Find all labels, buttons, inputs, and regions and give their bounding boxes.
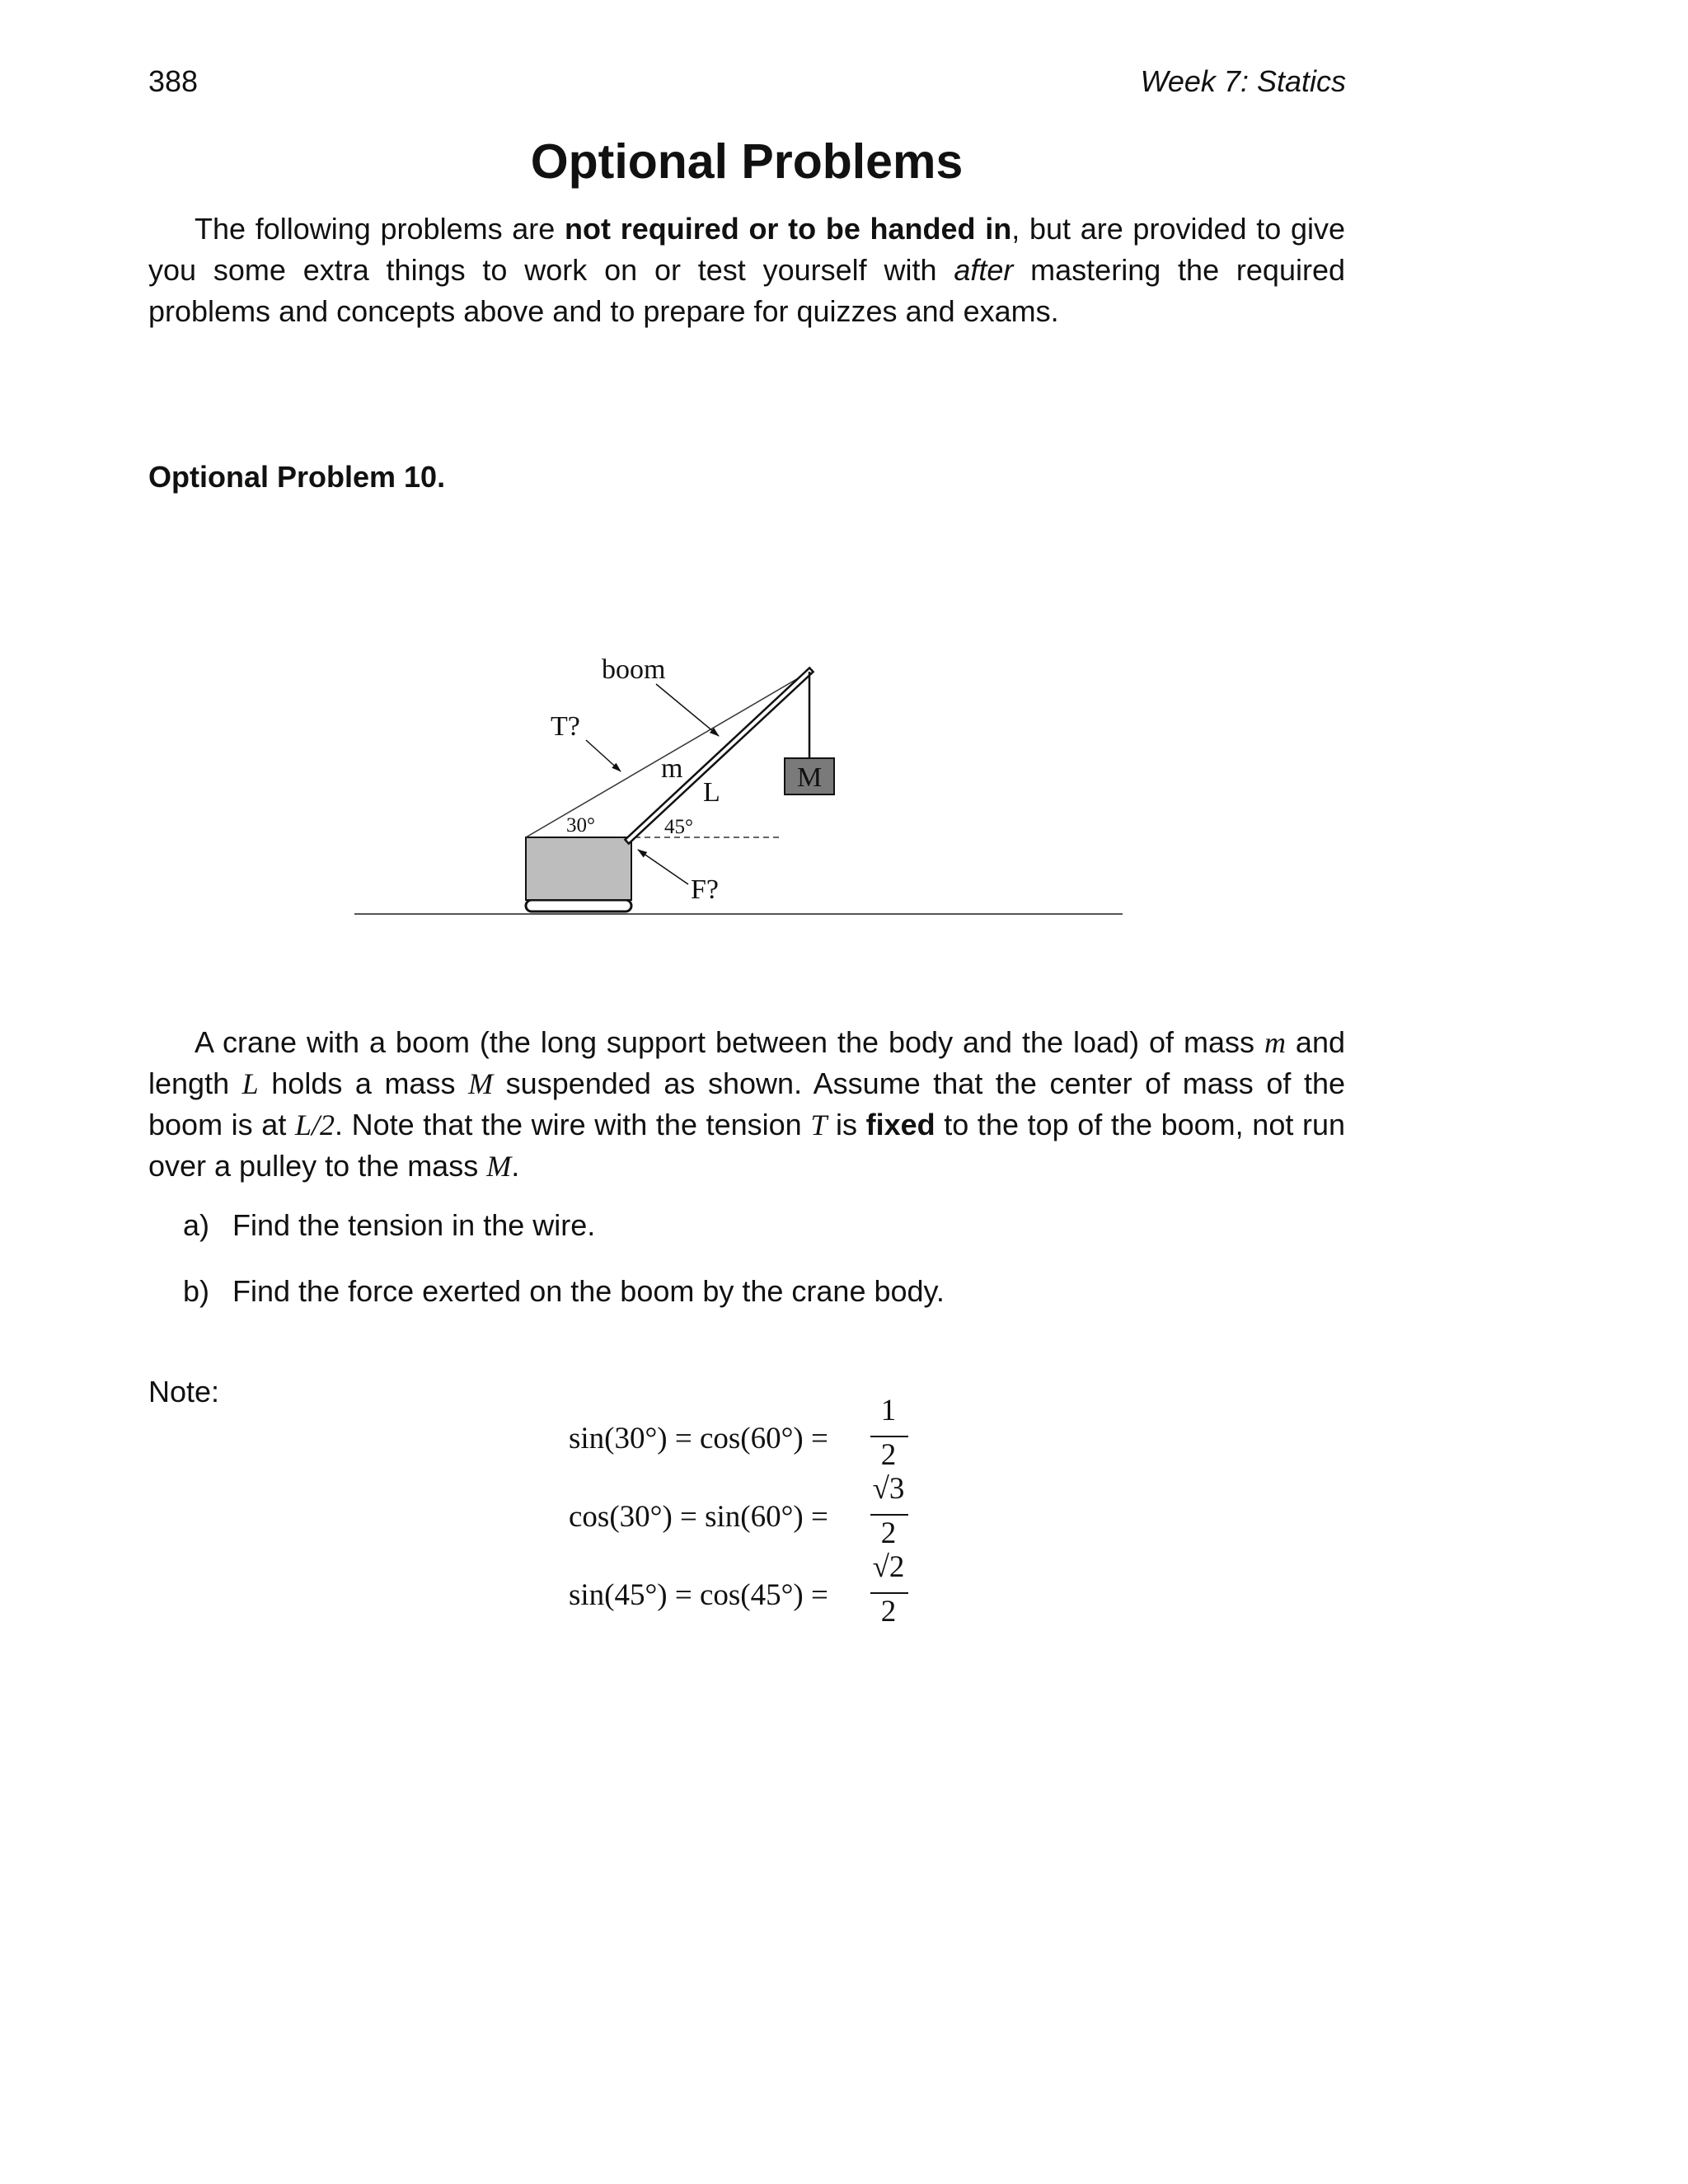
part-a [183,1205,595,1246]
statement-text-7: to the top of the boom, not run over a pulley to the mass [148,1108,1345,1183]
label-boom: boom [602,654,666,685]
intro-paragraph [148,209,1345,332]
fraction-numerator: √3 [872,1472,905,1506]
page-number: 388 [148,64,199,98]
fraction-numerator: 1 [880,1394,897,1427]
part-b-label: b) [183,1274,210,1308]
statement-text-8: . [511,1149,520,1183]
var-mass-2: M [486,1150,512,1183]
fraction-denominator: 2 [880,1438,897,1472]
crane-body [526,837,631,900]
tension-pointer-arrow [586,740,621,771]
crane-wheels [526,900,631,912]
page-title: Optional Problems [530,134,964,189]
part-a-label: a) [183,1208,210,1242]
statement-text-6: is [827,1108,866,1141]
equation-lhs: sin(45°) = cos(45°) = [569,1578,828,1612]
problem-title: Optional Problem 10. [148,460,446,494]
fraction-denominator: 2 [880,1595,897,1629]
boom-fill [629,672,809,840]
label-boom-mass: m [661,753,683,784]
label-angle-30: 30° [566,814,595,837]
var-mass: M [468,1067,494,1100]
var-length: L [241,1067,259,1100]
statement-text-4: suspended as shown. Assume that the center of mass of the boom is at [148,1066,1345,1141]
problem-statement [148,1022,1345,1187]
statement-text-2: and length [148,1025,1345,1100]
statement-bold-text: fixed [865,1108,935,1141]
intro-text-3: mastering the required problems and concepts above and to prepare for quizzes and exams. [148,253,1345,328]
var-tension: T [810,1108,828,1141]
equation-lhs: sin(30°) = cos(60°) = [569,1422,828,1455]
intro-bold-text: not required or to be handed in [565,212,1012,246]
intro-text-1: The following problems are [195,212,565,246]
crane-diagram [346,647,1137,927]
part-b [183,1271,945,1312]
note-label: Note: [148,1375,220,1408]
force-pointer-arrow [638,850,688,884]
var-half-length: L/2 [294,1108,335,1141]
label-angle-45: 45° [664,816,693,838]
intro-italic-text: after [954,253,1014,287]
fraction-numerator: √2 [872,1550,905,1584]
label-tension: T? [551,711,580,742]
var-boom-mass: m [1264,1026,1286,1059]
label-force: F? [691,874,719,905]
statement-text-1: A crane with a boom (the long support between the body and the load) of mass [195,1025,1264,1059]
statement-text-3: holds a mass [258,1066,469,1100]
label-suspended-mass: M [797,762,823,793]
fraction-denominator: 2 [880,1516,897,1550]
chapter-header: Week 7: Statics [1140,64,1346,98]
boom-pointer-arrow [656,684,719,736]
equation-lhs: cos(30°) = sin(60°) = [569,1500,828,1534]
label-boom-length: L [703,777,720,808]
part-b-text: Find the force exerted on the boom by the crane body. [232,1274,945,1308]
part-a-text: Find the tension in the wire. [232,1208,596,1242]
intro-text-2: , but are provided to give you some extra things to work on or test yourself with [148,212,1346,287]
statement-text-5: . Note that the wire with the tension [335,1108,811,1141]
